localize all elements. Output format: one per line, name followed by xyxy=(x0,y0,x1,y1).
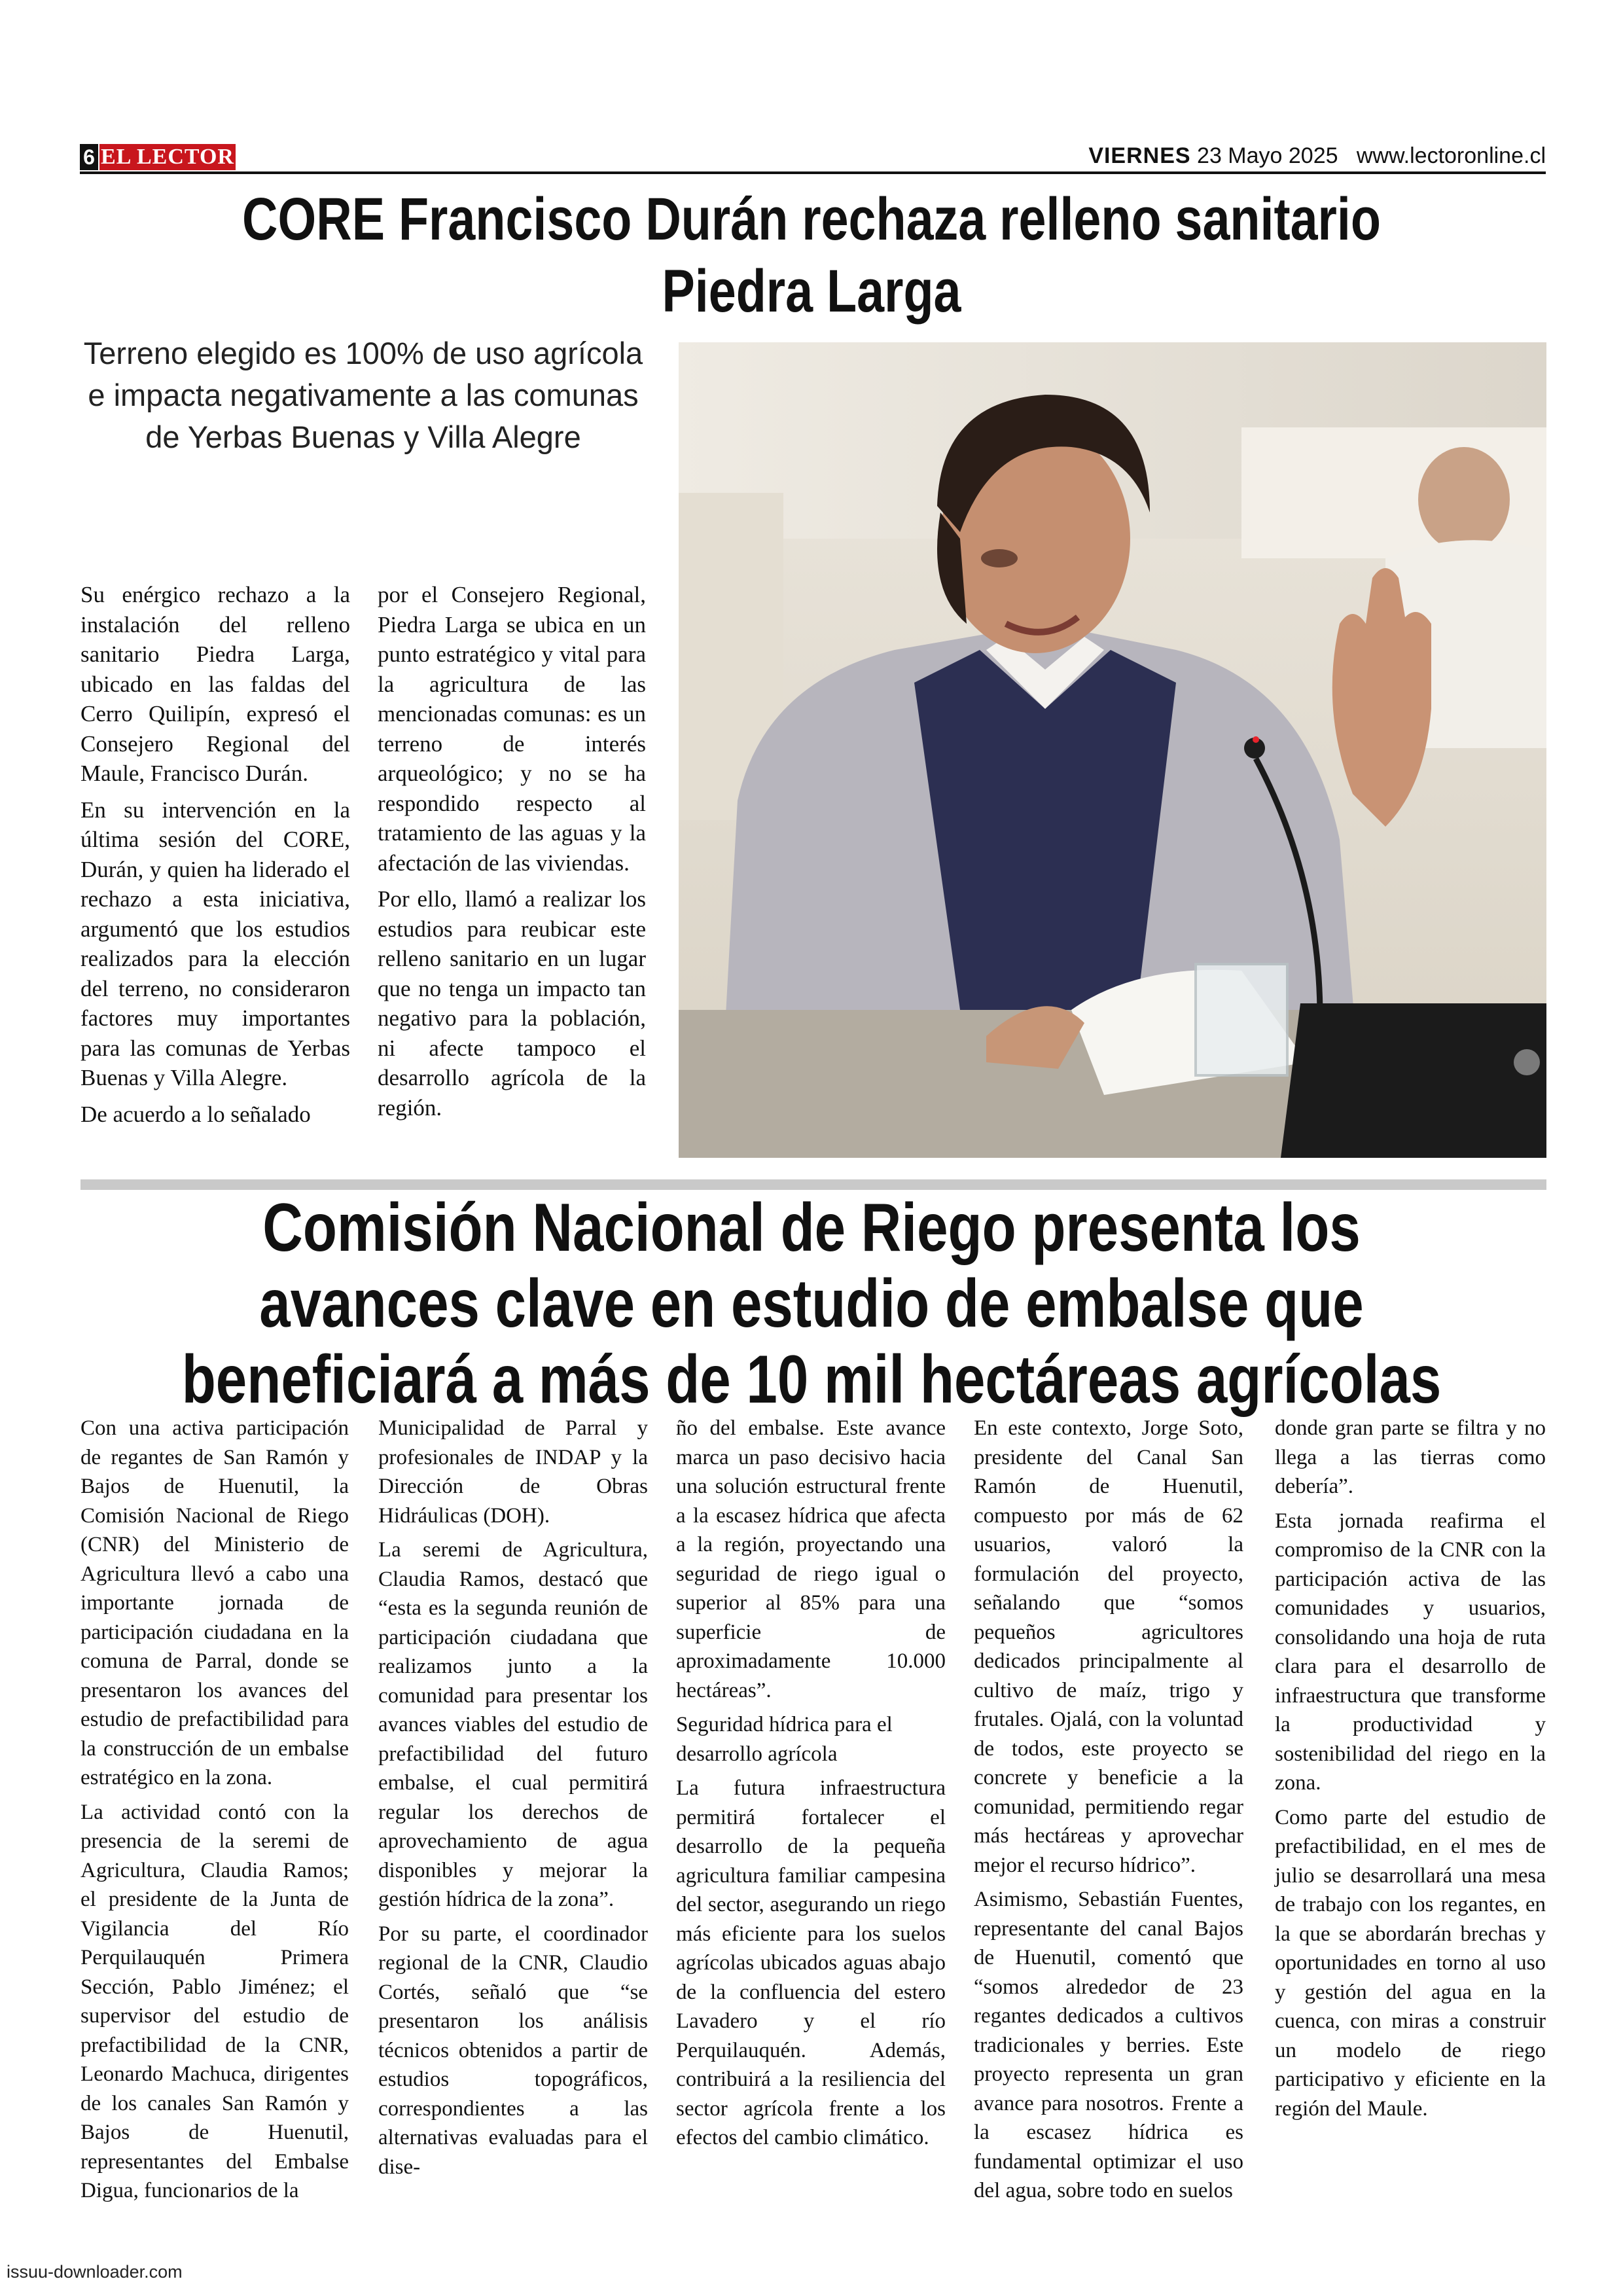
paragraph: Por su parte, el coordinador regional de la CNR, Claudio Cortés, señaló que “se presentaron los análisis técnicos obtenidos a partir de estudios topográficos, correspondientes a las alternativas evaluadas para el dise- xyxy=(378,1922,648,2179)
article1-headline: CORE Francisco Durán rechaza relleno sanitario Piedra Larga xyxy=(242,186,1381,325)
article1-column-1 xyxy=(80,580,350,1136)
paragraph: ño del embalse. Este avance marca un paso decisivo hacia una solución estructural frente a la escasez hídrica que afecta a la región, proyectando una seguridad de riego igual o superior al 85% para una superficie de aproximadamente 10.000 hectáreas”. xyxy=(676,1416,946,1702)
header-divider xyxy=(80,171,1546,174)
page-number: 6 xyxy=(80,144,98,170)
paragraph: Como parte del estudio de prefactibilidad, en el mes de julio se desarrollará una mesa de trabajo con los regantes, en la que se abordarán brechas y oportunidades en torno al uso y gestión del agua en la cuenca, con miras a construir un modelo de riego participativo y eficiente en la región del Maule. xyxy=(1275,1805,1546,2121)
paragraph: En su intervención en la última sesión del CORE, Durán, y quien ha liderado el rechazo a esta iniciativa, argumentó que los estudios realizados para la elección del terreno, no consideraron factores muy importantes para las comunas de Yerbas Buenas y Villa Alegre. xyxy=(80,797,350,1090)
paragraph: Su enérgico rechazo a la instalación del relleno sanitario Piedra Larga, ubicado en las faldas del Cerro Quilipín, expresó el Consejero Regional del Maule, Francisco Durán. xyxy=(80,582,350,786)
article1-subheadline: Terreno elegido es 100% de uso agrícola e impacta negativamente a las comunas de Yerbas Buenas y Villa Alegre xyxy=(83,336,643,454)
article2-headline: Comisión Nacional de Riego presenta los avances clave en estudio de embalse que beneficiará a más de 10 mil hectáreas agrícolas xyxy=(181,1190,1442,1418)
paragraph: Municipalidad de Parral y profesionales de INDAP y la Dirección de Obras Hidráulicas (DOH). xyxy=(378,1416,648,1528)
article1-column-2 xyxy=(378,580,646,1129)
paragraph: Con una activa participación de regantes de San Ramón y Bajos de Huenutil, la Comisión Nacional de Riego (CNR) del Ministerio de Agricultura llevó a cabo una importante jornada de participación ciudadana en la comuna de Parral, donde se presentaron los avances del estudio de prefactibilidad para la construcción de un embalse estratégico en la zona. xyxy=(80,1416,349,1789)
article-separator xyxy=(80,1179,1546,1190)
article2-column-2 xyxy=(378,1414,648,2187)
paragraph: La futura infraestructura permitirá fortalecer el desarrollo de la pequeña agricultura familiar campesina del sector, asegurando un riego más eficiente para los suelos agrícolas ubicados aguas abajo de la confluencia del estero Lavadero y el río Perquilauquén. Además, contribuirá a la resiliencia del sector agrícola frente a los efectos del cambio climático. xyxy=(676,1776,946,2149)
article2-column-3 xyxy=(676,1414,946,2158)
header-website: www.lectoronline.cl xyxy=(1356,143,1546,168)
paragraph: Por ello, llamó a realizar los estudios para reubicar este relleno sanitario en un lugar que no tenga un impacto tan negativo para la población, ni afecte tampoco el desarrollo agrícola de la región. xyxy=(378,886,646,1121)
header-date: 23 Mayo 2025 xyxy=(1197,143,1338,168)
paragraph: por el Consejero Regional, Piedra Larga se ubica en un punto estratégico y vital para la agricultura de las mencionadas comunas: es un terreno de interés arqueológico; y no se ha respondido respecto al tratamiento de las aguas y la afectación de las viviendas. xyxy=(378,582,646,876)
paragraph: Esta jornada reafirma el compromiso de la CNR con la participación activa de las comunidades y usuarios, consolidando una hoja de ruta clara para el desarrollo de infraestructura que transforme la productividad y sostenibilidad del riego en la zona. xyxy=(1275,1509,1546,1795)
paragraph: La actividad contó con la presencia de la seremi de Agricultura, Claudia Ramos; el presidente de la Junta de Vigilancia del Río Perquilauquén Primera Sección, Pablo Jiménez; el supervisor del estudio de prefactibilidad de la CNR, Leonardo Machuca, dirigentes de los canales San Ramón y Bajos de Huenutil, representantes del Embalse Digua, funcionarios de la xyxy=(80,1800,349,2202)
paragraph: La seremi de Agricultura, Claudia Ramos, destacó que “esta es la segunda reunión de participación ciudadana que realizamos junto a la comunidad para presentar los avances viables del estudio de prefactibilidad del futuro embalse, el cual permitirá regular los derechos de aprovechamiento de agua disponibles y mejorar la gestión hídrica de la zona”. xyxy=(378,1538,648,1911)
paragraph: donde gran parte se filtra y no llega a las tierras como debería”. xyxy=(1275,1416,1546,1498)
article1-photo xyxy=(679,342,1546,1158)
photo-illustration xyxy=(679,342,1546,1158)
paragraph: En este contexto, Jorge Soto, presidente del Canal San Ramón de Huenutil, compuesto por más de 62 usuarios, valoró la formulación del proyecto, señalando que “somos pequeños agricultores dedicados principalmente al cultivo de maíz, trigo y frutales. Ojalá, con la voluntad de todos, este proyecto se concrete y beneficie a la comunidad, permitiendo regar más hectáreas y aprovechar mejor el recurso hídrico”. xyxy=(974,1416,1243,1877)
newspaper-logo: EL LECTOR xyxy=(99,144,236,170)
article2-column-4 xyxy=(974,1414,1243,2211)
section-subheading: Seguridad hídrica para el desarrollo agrícola xyxy=(676,1713,893,1766)
article2-column-1 xyxy=(80,1414,349,2211)
paragraph: De acuerdo a lo señalado xyxy=(80,1101,311,1127)
header-dateline xyxy=(1088,141,1546,170)
article2-column-5 xyxy=(1275,1414,1546,2128)
watermark-text: issuu-downloader.com xyxy=(7,2262,183,2282)
header-day: VIERNES xyxy=(1088,143,1191,168)
paragraph: Asimismo, Sebastián Fuentes, representante del canal Bajos de Huenutil, comentó que “somos alrededor de 23 regantes dedicados a cultivos tradicionales y berries. Este proyecto representa un gran avance para nosotros. Frente a la escasez hídrica es fundamental optimizar el uso del agua, sobre todo en suelos xyxy=(974,1888,1243,2202)
